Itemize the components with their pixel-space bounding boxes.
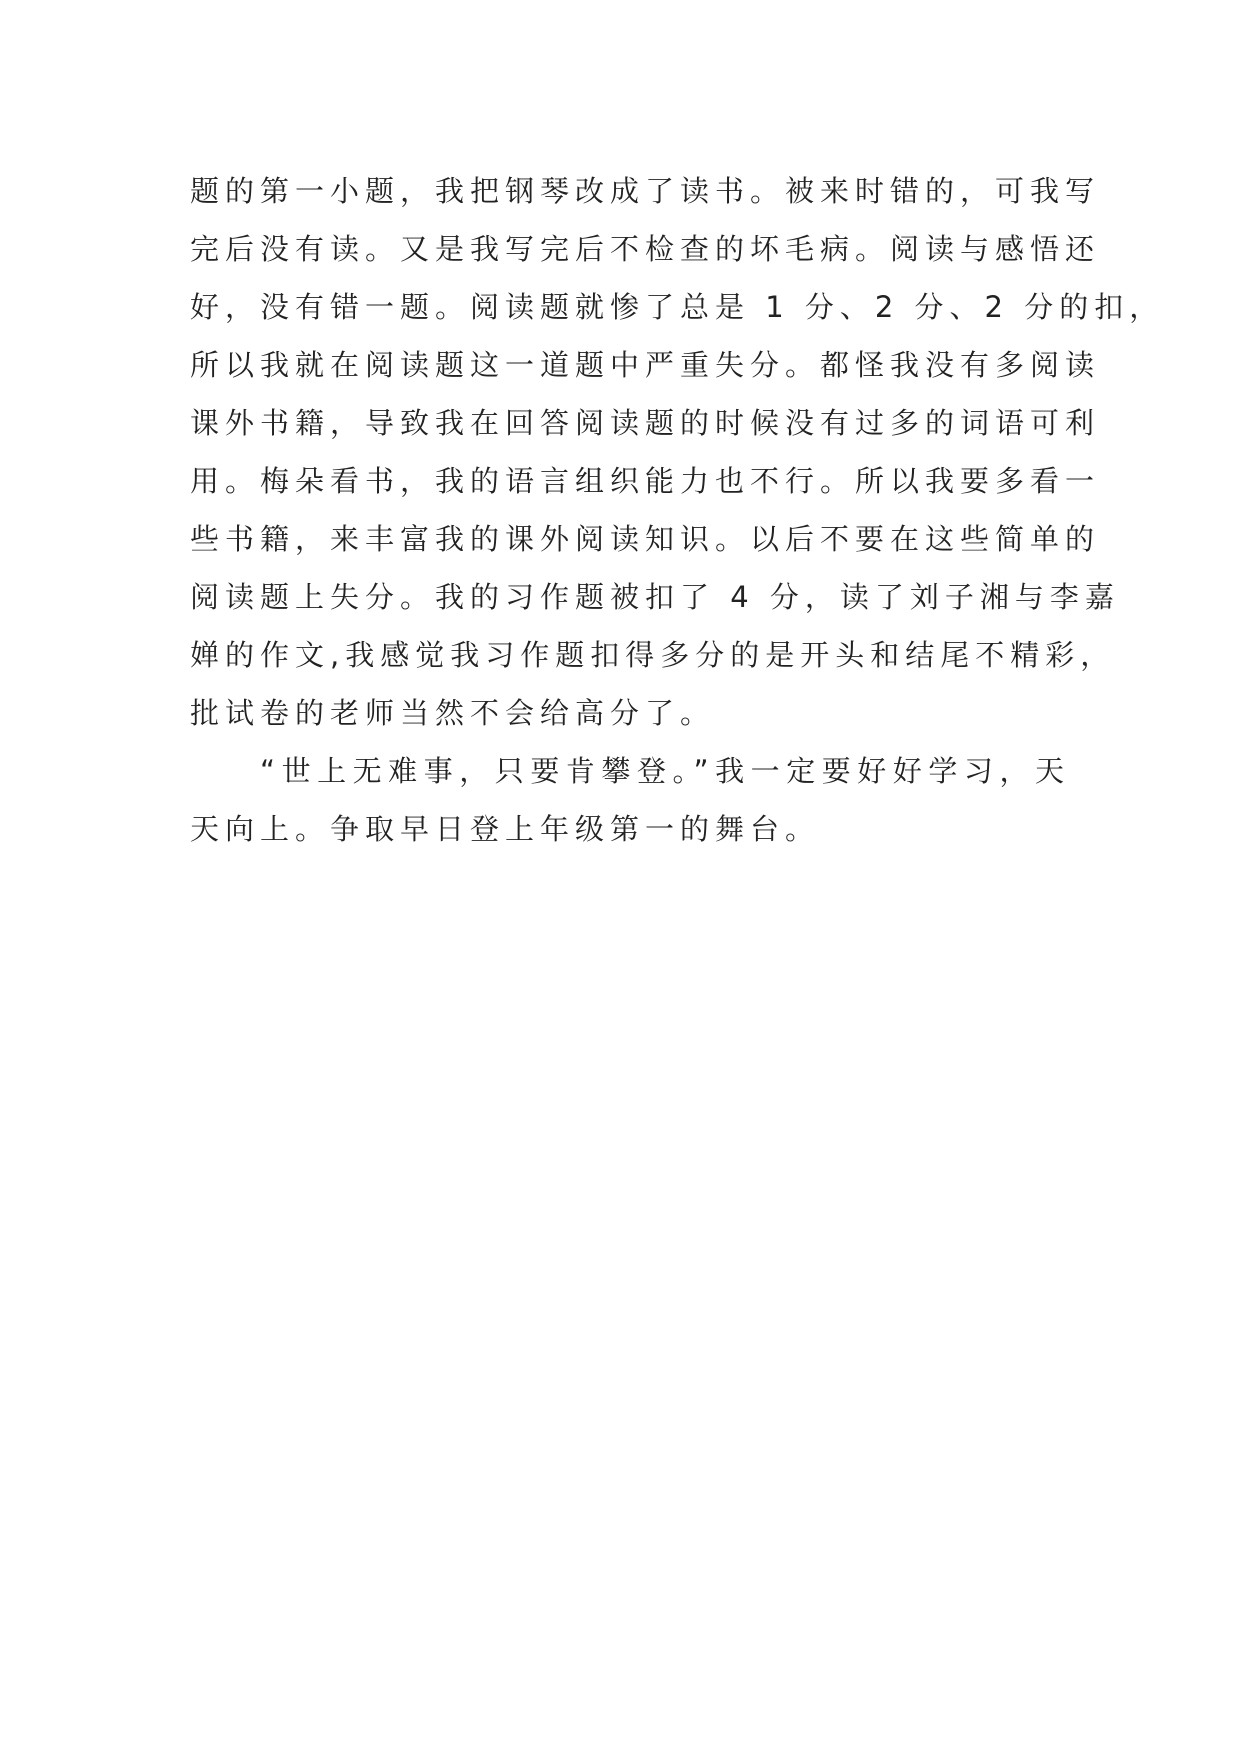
- body-text: [190, 162, 1165, 858]
- text-line: 天向上。争取早日登上年级第一的舞台。: [190, 812, 821, 846]
- text-line: 阅读题上失分。我的习作题被扣了 4 分，读了刘子湘与李嘉: [190, 580, 1120, 614]
- text-line: 题的第一小题，我把钢琴改成了读书。被来时错的，可我写: [190, 174, 1101, 208]
- text-line: 些书籍，来丰富我的课外阅读知识。以后不要在这些简单的: [190, 522, 1101, 556]
- text-line: “世上无难事，只要肯攀登。”我一定要好好学习，天: [260, 754, 1070, 788]
- text-line: 批试卷的老师当然不会给高分了。: [190, 696, 716, 730]
- text-line: 婵的作文,我感觉我习作题扣得多分的是开头和结尾不精彩，: [190, 638, 1116, 672]
- text-line: 好，没有错一题。阅读题就惨了总是 1 分、2 分、2 分的扣，: [190, 290, 1165, 324]
- text-line: 所以我就在阅读题这一道题中严重失分。都怪我没有多阅读: [190, 348, 1101, 382]
- text-line: 完后没有读。又是我写完后不检查的坏毛病。阅读与感悟还: [190, 232, 1101, 266]
- text-line: 用。梅朵看书，我的语言组织能力也不行。所以我要多看一: [190, 464, 1101, 498]
- text-line: 课外书籍，导致我在回答阅读题的时候没有过多的词语可利: [190, 406, 1101, 440]
